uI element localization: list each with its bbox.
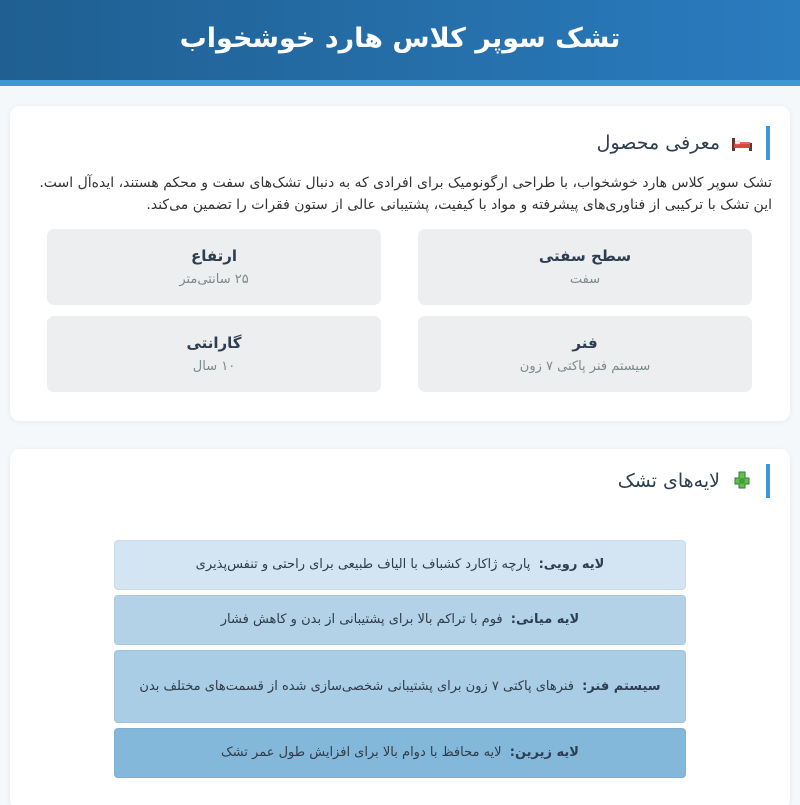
feature-value: سفت	[569, 272, 601, 287]
feature-height	[47, 229, 381, 305]
feature-title: گارانتی	[186, 334, 242, 352]
layer-text: فنرهای پاکتی ۷ زون برای پشتیبانی شخصی‌سازی شده از قسمت‌های مختلف بدن	[139, 678, 574, 694]
layer-text: پارچه ژاکارد کشباف با الیاف طبیعی برای راحتی و تنفس‌پذیری	[195, 557, 531, 572]
feature-value: ۱۰ سال	[192, 359, 236, 374]
layer-label: لایه میانی:	[510, 612, 580, 627]
layer-text: فوم با تراکم بالا برای پشتیبانی از بدن و کاهش فشار	[220, 612, 503, 627]
intro-section-title	[32, 126, 770, 160]
feature-value: ۲۵ سانتی‌متر	[179, 272, 249, 287]
layer-middle	[114, 595, 686, 645]
layer-label: لایه زیرین:	[509, 745, 579, 760]
feature-title: سطح سفتی	[538, 247, 632, 265]
bed-icon	[730, 131, 754, 155]
layers-card	[10, 449, 790, 805]
feature-firmness	[418, 229, 752, 305]
feature-title: ارتفاع	[190, 247, 238, 265]
layers-section-title	[32, 464, 770, 498]
page-title: تشک سوپر کلاس هارد خوشخواب	[179, 22, 621, 54]
layer-label: سیستم فنر:	[582, 678, 661, 694]
intro-card	[10, 106, 790, 421]
layer-text: لایه محافظ با دوام بالا برای افزایش طول عمر تشک	[221, 745, 502, 760]
layer-bottom	[114, 728, 686, 778]
layer-list	[114, 540, 686, 778]
feature-spring	[418, 316, 752, 392]
intro-description: تشک سوپر کلاس هارد خوشخواب، با طراحی ارگونومیک برای افرادی که به دنبال تشک‌های سفت و محکم هستند، ایده‌آل است. این تشک با ترکیبی از فناوری‌های پیشرفته و مواد با کیفیت، پشتیبانی عالی از ستون فقرات را تضمین می‌کند.	[39, 175, 772, 213]
intro-title: معرفی محصول	[596, 132, 720, 154]
feature-value: سیستم فنر پاکتی ۷ زون	[519, 359, 651, 374]
layer-top	[114, 540, 686, 590]
layer-spring	[114, 650, 686, 723]
feature-title: فنر	[572, 334, 598, 352]
feature-warranty	[47, 316, 381, 392]
feature-grid	[32, 229, 768, 392]
layers-title: لایه‌های تشک	[617, 470, 720, 492]
puzzle-icon	[730, 469, 754, 493]
page-header	[0, 0, 800, 86]
layer-label: لایه رویی:	[538, 557, 605, 572]
